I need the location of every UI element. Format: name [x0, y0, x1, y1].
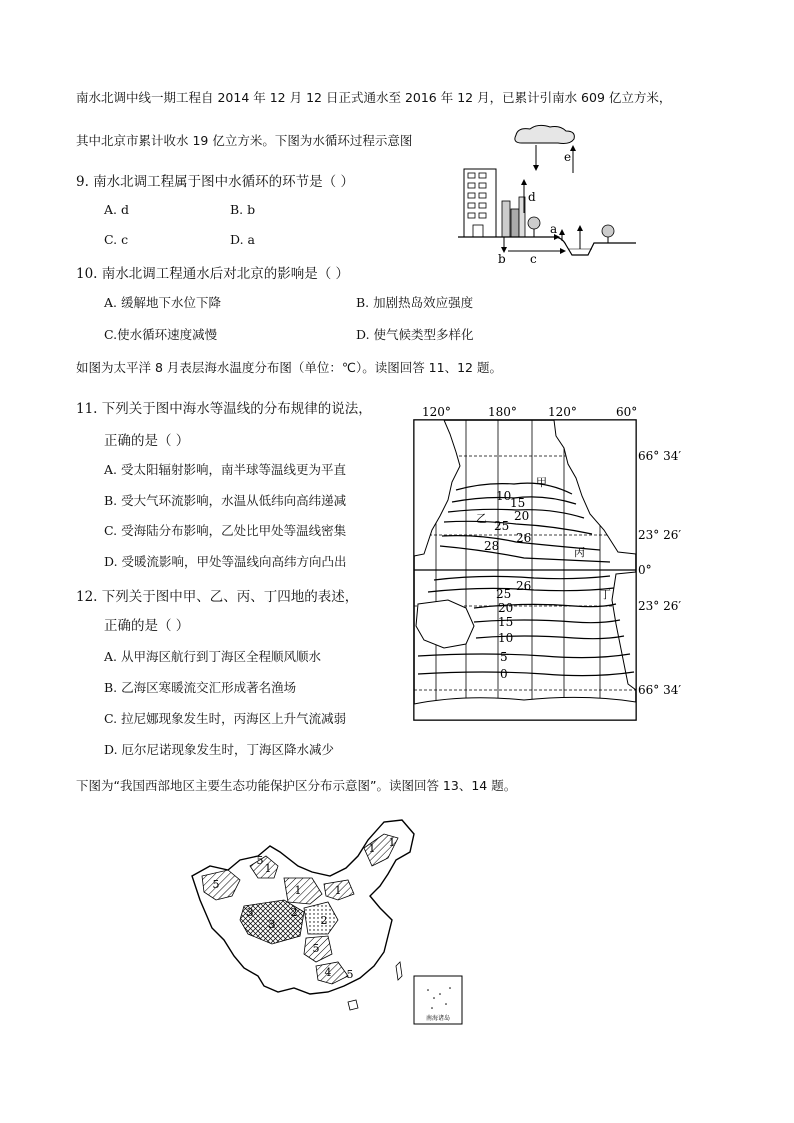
china-ecological-zones-map — [188, 816, 466, 1028]
isotherm-label: 10 — [496, 489, 512, 503]
zone-number: 3 — [246, 906, 254, 919]
q9-option-d[interactable]: D. a — [230, 232, 255, 247]
point-label-ding: 丁 — [600, 588, 611, 601]
q10-option-c[interactable]: C.使水循环速度减慢 — [104, 327, 218, 342]
lat-label-66n: 66° 34′ — [638, 449, 682, 463]
q9-option-a[interactable]: A. d — [104, 202, 129, 217]
zone-number: 1 — [294, 884, 302, 897]
q10-option-d[interactable]: D. 使气候类型多样化 — [356, 327, 474, 342]
q11-stem-1: 11. 下列关于图中海水等温线的分布规律的说法， — [76, 401, 372, 417]
isotherm-label: 26 — [516, 579, 532, 593]
intro-china: 下图为“我国西部地区主要生态功能保护区分布示意图”。读图回答 13、14 题。 — [76, 778, 517, 793]
lon-label-180: 180° — [488, 405, 517, 419]
q12-option-b[interactable]: B. 乙海区寒暖流交汇形成著名渔场 — [104, 680, 297, 695]
point-label-yi: 乙 — [476, 512, 487, 525]
intro-line-1: 南水北调中线一期工程自 2014 年 12 月 12 日正式通水至 2016 年 12 月，已累计引南水 609 亿立方米， — [76, 90, 672, 105]
australia-land — [416, 600, 474, 648]
zone-number: 1 — [264, 862, 272, 875]
lat-label-66s: 66° 34′ — [638, 683, 682, 697]
zone-number: 1 — [388, 836, 396, 849]
zone-number: 2 — [290, 906, 298, 919]
lat-label-0: 0° — [638, 563, 652, 577]
lon-label-120e: 120° — [422, 405, 451, 419]
q11-option-c[interactable]: C. 受海陆分布影响，乙处比甲处等温线密集 — [104, 523, 347, 538]
q10-stem: 10. 南水北调工程通水后对北京的影响是（ ） — [76, 266, 350, 282]
zone-number: 1 — [334, 884, 342, 897]
lon-label-120w: 120° — [548, 405, 577, 419]
isotherm-label: 25 — [496, 587, 512, 601]
zone-number: 5 — [256, 854, 264, 867]
isotherm-label: 10 — [498, 631, 514, 645]
q9-stem: 9. 南水北调工程属于图中水循环的环节是（ ） — [76, 174, 354, 190]
water-cycle-diagram — [458, 123, 638, 265]
q12-option-d[interactable]: D. 厄尔尼诺现象发生时，丁海区降水减少 — [104, 742, 335, 757]
label-d: d — [528, 190, 536, 204]
isotherm-label: 20 — [514, 509, 530, 523]
isotherm-label: 20 — [498, 601, 514, 615]
point-label-jia: 甲 — [536, 476, 547, 489]
isotherm-label: 15 — [510, 496, 526, 510]
zone-number: 5 — [212, 878, 220, 891]
q11-option-a[interactable]: A. 受太阳辐射影响，南半球等温线更为平直 — [104, 462, 346, 477]
label-e: e — [564, 150, 572, 164]
label-a: a — [550, 222, 558, 236]
isotherm-label: 5 — [500, 650, 508, 664]
q11-option-b[interactable]: B. 受大气环流影响，水温从低纬向高纬递减 — [104, 493, 347, 508]
isotherm-label: 28 — [484, 539, 500, 553]
q10-option-b[interactable]: B. 加剧热岛效应强度 — [356, 295, 474, 310]
q9-option-b[interactable]: B. b — [230, 202, 256, 217]
lat-label-23n: 23° 26′ — [638, 528, 682, 542]
label-c: c — [530, 252, 537, 265]
zone-number: 3 — [268, 918, 276, 931]
isotherm-label: 15 — [498, 615, 514, 629]
pacific-sst-map — [404, 404, 704, 728]
inset-label: 南海诸岛 — [425, 1015, 451, 1022]
isotherm-label: 0 — [500, 667, 508, 681]
isotherm-label: 26 — [516, 531, 532, 545]
antarctica-land — [414, 697, 636, 720]
q11-stem-2: 正确的是（ ） — [104, 433, 190, 449]
point-label-bing: 丙 — [574, 546, 585, 559]
q12-option-c[interactable]: C. 拉尼娜现象发生时，丙海区上升气流减弱 — [104, 711, 347, 726]
isotherm-label: 25 — [494, 519, 510, 533]
lat-label-23s: 23° 26′ — [638, 599, 682, 613]
q10-option-a[interactable]: A. 缓解地下水位下降 — [104, 295, 221, 310]
zone-number: 2 — [320, 914, 328, 927]
cloud-icon — [515, 125, 574, 143]
q12-stem-1: 12. 下列关于图中甲、乙、丙、丁四地的表述， — [76, 589, 359, 605]
zone-number: 4 — [324, 966, 332, 979]
intro-pacific: 如图为太平洋 8 月表层海水温度分布图（单位：℃）。读图回答 11、12 题。 — [76, 360, 502, 375]
zone-number: 5 — [312, 942, 320, 955]
label-b: b — [498, 252, 506, 265]
q11-option-d[interactable]: D. 受暖流影响，甲处等温线向高纬方向凸出 — [104, 554, 347, 569]
lon-label-60w: 60° — [616, 405, 638, 419]
zone-number: 5 — [346, 968, 354, 981]
intro-line-2: 其中北京市累计收水 19 亿立方米。下图为水循环过程示意图 — [76, 133, 413, 148]
q12-option-a[interactable]: A. 从甲海区航行到丁海区全程顺风顺水 — [104, 649, 321, 664]
zone-number: 1 — [368, 842, 376, 855]
q12-stem-2: 正确的是（ ） — [104, 618, 190, 634]
q9-option-c[interactable]: C. c — [104, 232, 129, 247]
tree-icon — [602, 225, 614, 237]
